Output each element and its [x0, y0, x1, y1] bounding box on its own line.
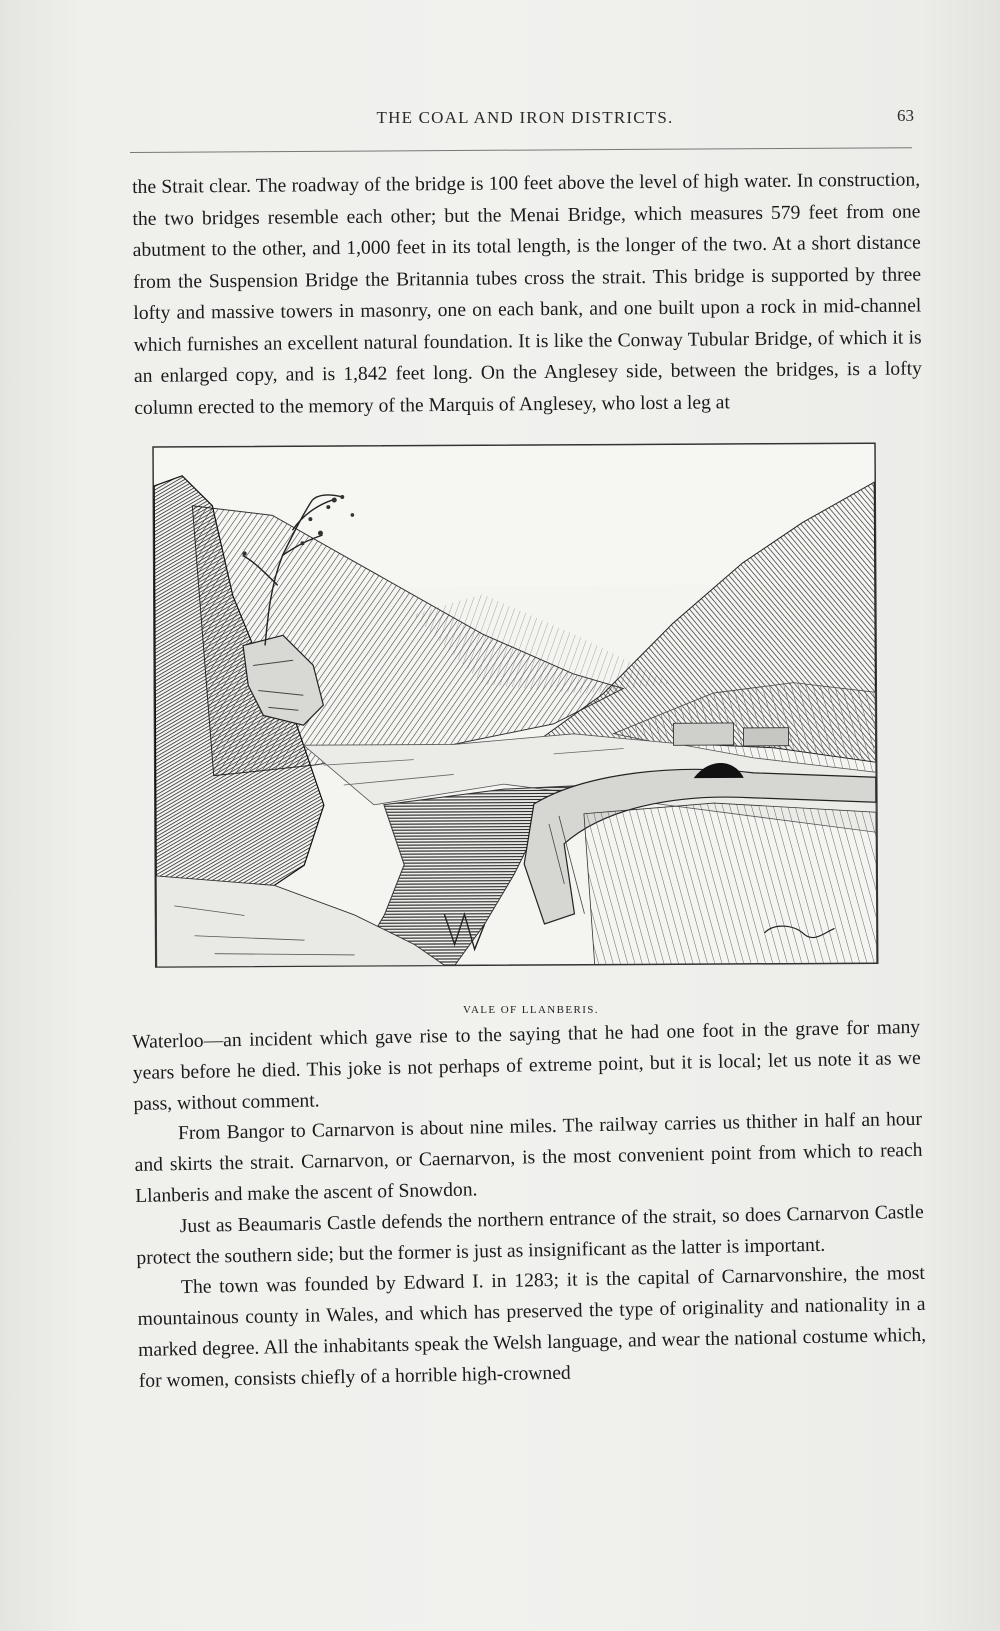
paragraph: From Bangor to Carnarvon is about nine miles. The railway carries us thither in half an hour and skirts the strait. Carnarvon, or Caernarvon, is the most convenient point from which to reach Llanberis and make the ascent of Snowdon. [134, 1109, 923, 1207]
body-text-top [132, 164, 922, 424]
engraving-illustration [152, 442, 913, 1006]
page-number: 63 [897, 106, 914, 125]
paragraph: the Strait clear. The roadway of the bridge is 100 feet above the level of high water. In construction, the two bridges resemble each other; but the Menai Bridge, which measures 579 feet from one abutment to the other, and 1,000 feet in its total length, is the longer of the two. At a short distance from the Suspension Bridge the Britannia tubes cross the strait. This bridge is supported by three lofty and massive towers in masonry, one on each bank, and one built upon a rock in mid-channel which furnishes an excellent natural foundation. It is like the Conway Tubular Bridge, of which it is an enlarged copy, and is 1,842 feet long. On the Anglesey side, between the bridges, is a lofty column erected to the memory of the Marquis of Anglesey, who lost a leg at [132, 169, 923, 419]
header-rule [130, 147, 912, 153]
body-text-bottom [132, 1013, 927, 1398]
page-header [130, 104, 920, 134]
running-title: THE COAL AND IRON DISTRICTS. [376, 108, 674, 127]
paragraph: Waterloo—an incident which gave rise to the saying that he had one foot in the grave for many years before he died. This joke is not perhaps of extreme point, but it is local; let us note it as we pass, without comment. [132, 1016, 921, 1115]
illustration-caption: VALE OF LLANBERIS. [463, 1004, 599, 1016]
paragraph: Just as Beaumaris Castle defends the northern entrance of the strait, so does Carnarvon Castle protect the southern side; but the former is just as insignificant as the latter is important. [136, 1201, 924, 1269]
paragraph: The town was founded by Edward I. in 1283; it is the capital of Carnarvonshire, the most mountainous county in Wales, and which has preserved the type of originality and nationality in a marked degree. All the inhabitants speak the Welsh language, and wear the national costume which, for women, consists chiefly of a horrible high-crowned [137, 1263, 927, 1392]
